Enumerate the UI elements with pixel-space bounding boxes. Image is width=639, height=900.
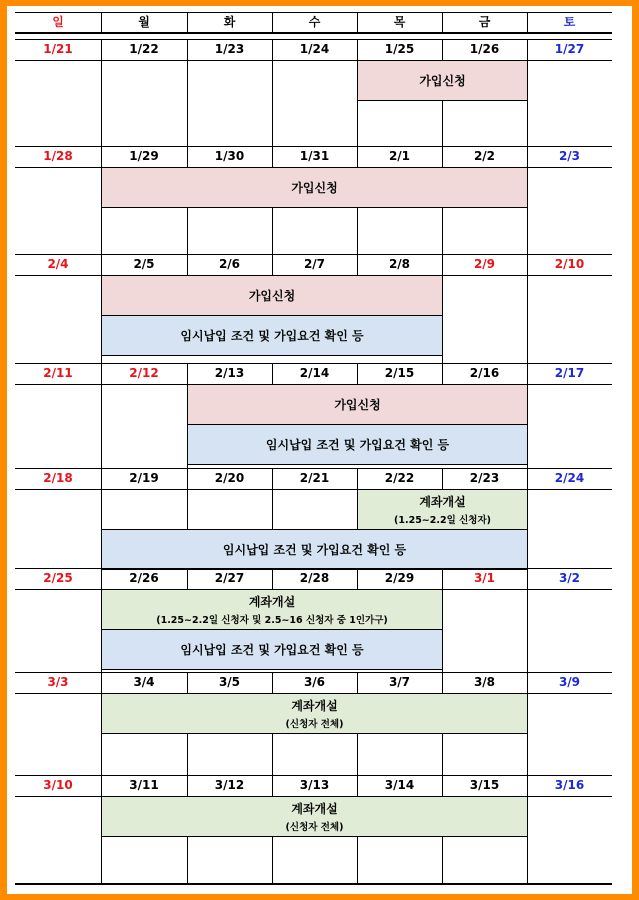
account-opening-bar bbox=[101, 796, 528, 837]
grid-line bbox=[101, 836, 527, 837]
date-cell: 3/10 bbox=[43, 778, 73, 792]
application-bar bbox=[101, 167, 528, 208]
date-cell: 2/10 bbox=[554, 257, 585, 271]
application-bar bbox=[187, 384, 528, 425]
event-label: 가입신청 bbox=[334, 398, 381, 412]
date-cell: 1/29 bbox=[129, 149, 159, 163]
date-cell: 2/26 bbox=[129, 571, 159, 585]
grid-line bbox=[187, 12, 188, 32]
grid-line bbox=[527, 12, 528, 32]
event-label: 계좌개설 bbox=[419, 495, 466, 509]
grid-line bbox=[101, 669, 442, 670]
grid-line bbox=[357, 100, 358, 146]
weekday-header: 수 bbox=[308, 15, 321, 29]
date-cell: 1/30 bbox=[214, 149, 245, 163]
date-cell: 2/13 bbox=[214, 366, 245, 380]
date-cell: 2/27 bbox=[214, 571, 245, 585]
grid-line bbox=[442, 100, 443, 146]
date-cell: 1/31 bbox=[299, 149, 330, 163]
date-cell: 3/3 bbox=[47, 675, 69, 689]
application-bar bbox=[357, 60, 528, 101]
date-cell: 2/6 bbox=[218, 257, 241, 271]
date-cell: 1/28 bbox=[43, 149, 73, 163]
grid-line bbox=[357, 100, 527, 101]
event-sublabel: (신청자 전체) bbox=[285, 719, 344, 730]
event-label: 계좌개설 bbox=[291, 699, 338, 713]
date-cell: 1/21 bbox=[43, 42, 73, 56]
date-cell: 1/23 bbox=[214, 42, 245, 56]
date-cell: 3/5 bbox=[218, 675, 241, 689]
grid-line bbox=[187, 733, 188, 775]
date-cell: 3/7 bbox=[388, 675, 411, 689]
date-cell: 2/21 bbox=[299, 471, 330, 485]
grid-line bbox=[442, 733, 443, 775]
account-opening-bar bbox=[357, 489, 528, 530]
date-cell: 3/8 bbox=[473, 675, 496, 689]
condition-check-bar bbox=[187, 424, 528, 465]
grid-line bbox=[357, 836, 358, 883]
date-cell: 2/7 bbox=[303, 257, 326, 271]
grid-line bbox=[101, 12, 102, 32]
weekday-header: 일 bbox=[52, 15, 64, 29]
date-cell: 2/19 bbox=[129, 471, 159, 485]
calendar-grid bbox=[7, 6, 632, 894]
grid-line bbox=[187, 424, 527, 425]
grid-line bbox=[101, 315, 442, 316]
date-cell: 2/25 bbox=[43, 571, 73, 585]
event-label: 가입신청 bbox=[248, 289, 296, 303]
grid-line bbox=[357, 733, 358, 775]
event-label: 임시납입 조건 및 가입요건 확인 등 bbox=[180, 643, 364, 657]
event-label: 계좌개설 bbox=[248, 595, 296, 609]
grid-line bbox=[442, 836, 443, 883]
date-cell: 3/16 bbox=[554, 778, 585, 792]
date-cell: 1/24 bbox=[299, 42, 330, 56]
calendar-frame bbox=[7, 6, 632, 894]
grid-line bbox=[357, 207, 358, 254]
date-cell: 2/1 bbox=[388, 149, 411, 163]
account-opening-bar bbox=[101, 589, 443, 630]
date-cell: 3/11 bbox=[129, 778, 159, 792]
date-cell: 2/22 bbox=[384, 471, 415, 485]
date-cell: 3/2 bbox=[558, 571, 581, 585]
grid-line bbox=[272, 12, 273, 32]
account-opening-bar bbox=[101, 693, 528, 734]
date-cell: 2/24 bbox=[554, 471, 585, 485]
date-cell: 1/27 bbox=[554, 42, 585, 56]
weekday-header: 목 bbox=[393, 15, 406, 29]
date-cell: 2/8 bbox=[388, 257, 411, 271]
date-cell: 2/2 bbox=[473, 149, 496, 163]
date-cell: 2/11 bbox=[43, 366, 73, 380]
grid-line bbox=[272, 836, 273, 883]
grid-line bbox=[15, 883, 612, 885]
grid-line bbox=[101, 60, 102, 146]
date-cell: 2/23 bbox=[469, 471, 500, 485]
date-cell: 2/16 bbox=[469, 366, 500, 380]
grid-line bbox=[272, 489, 273, 529]
grid-line bbox=[187, 489, 188, 529]
grid-line bbox=[101, 355, 442, 356]
condition-check-bar bbox=[101, 529, 528, 570]
grid-line bbox=[442, 207, 443, 254]
grid-line bbox=[187, 464, 527, 465]
date-cell: 2/17 bbox=[554, 366, 585, 380]
date-cell: 2/20 bbox=[214, 471, 245, 485]
date-cell: 1/26 bbox=[469, 42, 500, 56]
date-cell: 3/9 bbox=[558, 675, 581, 689]
weekday-header: 월 bbox=[138, 15, 150, 29]
date-cell: 1/22 bbox=[129, 42, 159, 56]
event-label: 가입신청 bbox=[419, 74, 466, 88]
date-cell: 3/4 bbox=[133, 675, 155, 689]
date-cell: 2/28 bbox=[299, 571, 330, 585]
event-label: 임시납입 조건 및 가입요건 확인 등 bbox=[180, 329, 364, 343]
date-cell: 2/14 bbox=[299, 366, 330, 380]
grid-line bbox=[272, 60, 273, 100]
date-cell: 3/13 bbox=[299, 778, 330, 792]
condition-check-bar bbox=[101, 629, 443, 670]
date-cell: 2/29 bbox=[384, 571, 415, 585]
event-sublabel: (1.25~2.2일 신청자 및 2.5~16 신청자 중 1인가구) bbox=[156, 615, 388, 626]
grid-line bbox=[442, 12, 443, 32]
date-cell: 2/15 bbox=[384, 366, 415, 380]
event-label: 임시납입 조건 및 가입요건 확인 등 bbox=[265, 438, 450, 452]
grid-line bbox=[101, 384, 102, 468]
date-cell: 2/5 bbox=[133, 257, 155, 271]
grid-line bbox=[187, 836, 188, 883]
date-cell: 3/1 bbox=[473, 571, 496, 585]
date-cell: 3/6 bbox=[303, 675, 326, 689]
date-cell: 3/12 bbox=[214, 778, 245, 792]
event-label: 임시납입 조건 및 가입요건 확인 등 bbox=[222, 543, 407, 557]
grid-line bbox=[272, 733, 273, 775]
weekday-header: 화 bbox=[223, 15, 236, 29]
grid-line bbox=[357, 529, 527, 530]
grid-line bbox=[187, 100, 188, 146]
date-cell: 2/18 bbox=[43, 471, 73, 485]
grid-line bbox=[357, 12, 358, 32]
grid-line bbox=[272, 100, 273, 146]
date-cell: 2/12 bbox=[129, 366, 159, 380]
grid-line bbox=[187, 60, 188, 100]
weekday-header: 금 bbox=[478, 15, 491, 29]
date-cell: 2/9 bbox=[473, 257, 496, 271]
event-sublabel: (신청자 전체) bbox=[285, 822, 344, 833]
date-cell: 2/4 bbox=[47, 257, 69, 271]
date-cell: 3/14 bbox=[384, 778, 415, 792]
condition-check-bar bbox=[101, 315, 443, 356]
event-label: 가입신청 bbox=[291, 181, 338, 195]
event-label: 계좌개설 bbox=[291, 802, 338, 816]
date-cell: 1/25 bbox=[384, 42, 415, 56]
grid-line bbox=[101, 733, 527, 734]
grid-line bbox=[272, 207, 273, 254]
grid-line bbox=[101, 207, 527, 208]
weekday-header: 토 bbox=[563, 15, 576, 29]
grid-line bbox=[101, 629, 442, 630]
grid-line bbox=[15, 32, 612, 34]
grid-line bbox=[187, 207, 188, 254]
grid-line bbox=[527, 589, 528, 672]
date-cell: 3/15 bbox=[469, 778, 500, 792]
event-sublabel: (1.25~2.2일 신청자) bbox=[394, 515, 491, 526]
grid-line bbox=[527, 275, 528, 363]
date-cell: 2/3 bbox=[558, 149, 581, 163]
application-bar bbox=[101, 275, 443, 316]
